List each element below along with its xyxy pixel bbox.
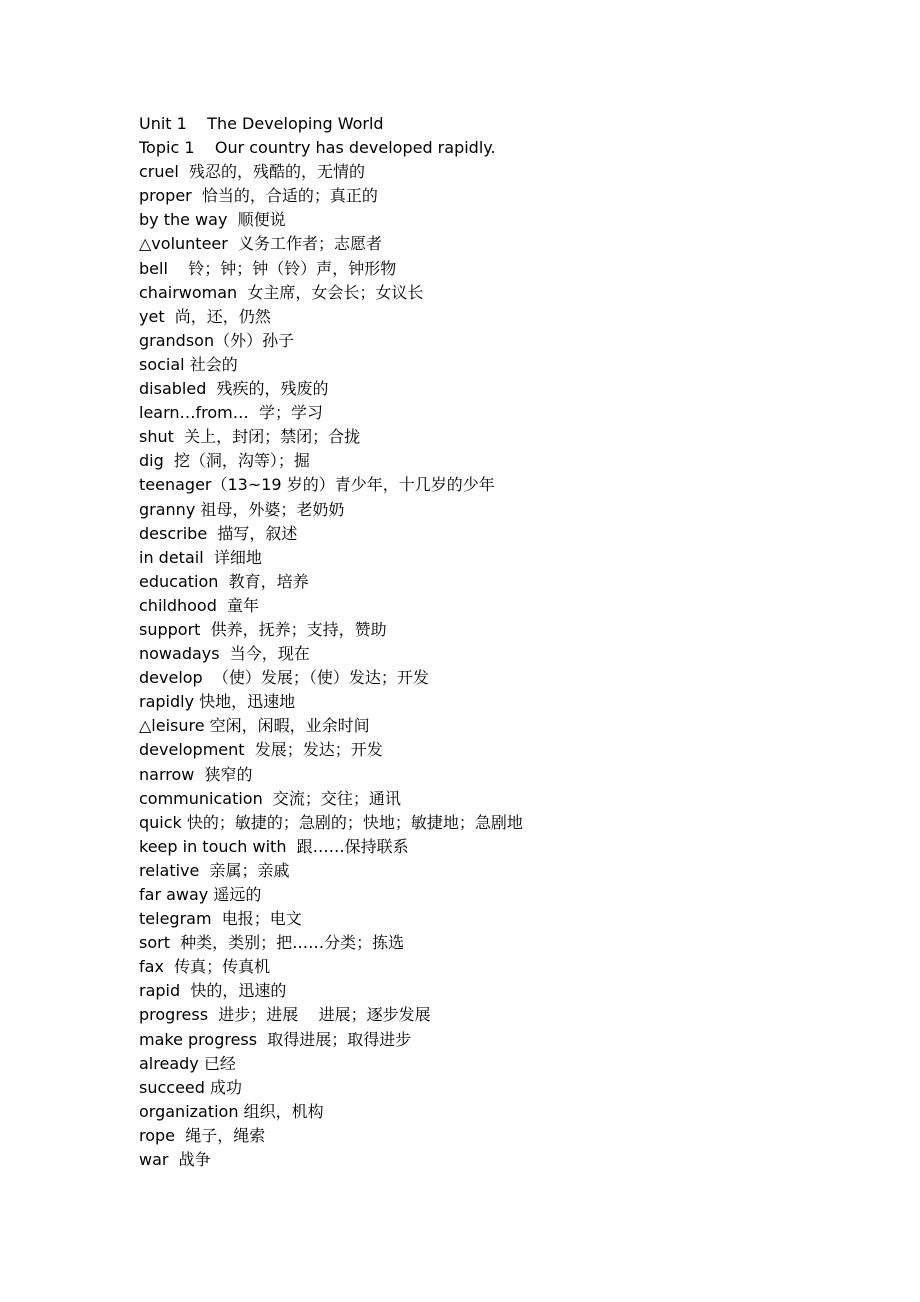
vocabulary-entry: learn…from… 学；学习 [139,403,323,423]
vocabulary-entry: disabled 残疾的，残废的 [139,379,329,399]
vocabulary-entry: relative 亲属；亲戚 [139,860,290,880]
vocabulary-entry: grandson（外）孙子 [139,330,295,350]
vocabulary-entry: communication 交流；交往；通讯 [139,788,401,808]
vocabulary-entry: develop （使）发展；（使）发达；开发 [139,668,429,688]
vocabulary-entry: succeed 成功 [139,1077,243,1097]
vocabulary-entry: bell 铃；钟；钟（铃）声，钟形物 [139,258,397,278]
vocabulary-entries [139,160,839,1172]
unit-title: Unit 1 The Developing World [139,114,384,133]
vocabulary-entry: rapidly 快地，迅速地 [139,692,296,712]
vocabulary-entry: quick 快的；敏捷的；急剧的；快地；敏捷地；急剧地 [139,812,523,832]
vocabulary-list [139,112,839,1172]
vocabulary-entry: yet 尚，还，仍然 [139,306,271,326]
vocabulary-entry: rope 绳子，绳索 [139,1125,266,1145]
vocabulary-entry: progress 进步；进展 进展；逐步发展 [139,1005,431,1025]
vocabulary-entry: social 社会的 [139,354,238,374]
vocabulary-entry: support 供养，抚养；支持，赞助 [139,619,387,639]
vocabulary-entry: childhood 童年 [139,595,260,615]
vocabulary-entry: dig 挖（洞，沟等）；掘 [139,451,310,471]
vocabulary-entry: narrow 狭窄的 [139,764,253,784]
vocabulary-entry: △volunteer 义务工作者；志愿者 [139,234,383,254]
vocabulary-entry: fax 传真；传真机 [139,957,271,977]
topic-title: Topic 1 Our country has developed rapidly. [139,138,496,158]
vocabulary-entry: telegram 电报；电文 [139,909,302,929]
vocabulary-entry: war 战争 [139,1150,211,1170]
vocabulary-entry: by the way 顺便说 [139,210,286,230]
vocabulary-entry: education 教育，培养 [139,571,309,591]
vocabulary-entry: chairwoman 女主席，女会长；女议长 [139,282,424,302]
vocabulary-entry: granny 祖母，外婆；老奶奶 [139,499,345,519]
vocabulary-entry: development 发展；发达；开发 [139,740,383,760]
vocabulary-entry: shut 关上，封闭；禁闭；合拢 [139,427,361,447]
vocabulary-entry: keep in touch with 跟……保持联系 [139,836,409,856]
vocabulary-entry: organization 组织，机构 [139,1101,324,1121]
vocabulary-entry: △leisure 空闲，闲暇，业余时间 [139,716,370,736]
vocabulary-entry: already 已经 [139,1053,236,1073]
vocabulary-entry: describe 描写，叙述 [139,523,298,543]
vocabulary-entry: proper 恰当的，合适的；真正的 [139,186,378,206]
vocabulary-entry: in detail 详细地 [139,547,262,567]
vocabulary-entry: nowadays 当今，现在 [139,644,310,664]
vocabulary-entry: rapid 快的，迅速的 [139,981,287,1001]
vocabulary-entry: far away 遥远的 [139,885,262,904]
vocabulary-entry: sort 种类，类别；把……分类；拣选 [139,933,405,953]
vocabulary-entry: teenager（13~19 岁的）青少年，十几岁的少年 [139,475,495,495]
vocabulary-entry: cruel 残忍的，残酷的，无情的 [139,162,365,182]
vocabulary-entry: make progress 取得进展；取得进步 [139,1029,412,1049]
